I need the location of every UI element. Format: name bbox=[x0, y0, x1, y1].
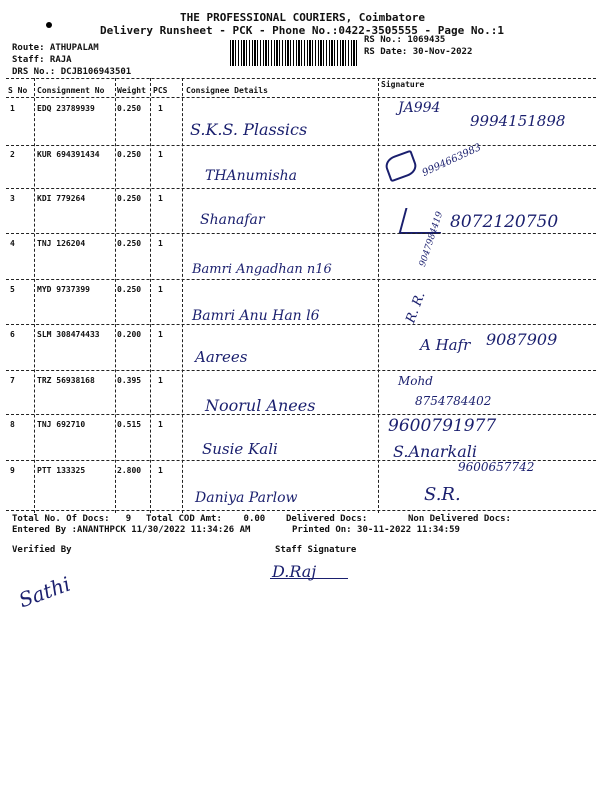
row-consignment: TNJ 126204 bbox=[37, 239, 86, 248]
col-divider-consignee bbox=[378, 78, 379, 513]
staff-signature: D.Raj bbox=[272, 562, 317, 581]
total-cod: Total COD Amt: 0.00 bbox=[146, 514, 266, 524]
entered-by: Entered By :ANANTHPCK 11/30/2022 11:34:26 AM bbox=[12, 525, 251, 535]
row-consignee-handwritten: Daniya Parlow bbox=[195, 490, 298, 506]
row-sno: 6 bbox=[10, 330, 15, 339]
rs-date: RS Date: 30-Nov-2022 bbox=[364, 47, 473, 57]
row-consignee-handwritten: Noorul Anees bbox=[205, 396, 316, 415]
row-sno: 2 bbox=[10, 150, 15, 159]
row-consignee-handwritten: Bamri Anu Han l6 bbox=[192, 308, 320, 324]
row-divider bbox=[6, 370, 596, 371]
col-header-consignment: Consignment No bbox=[37, 86, 105, 95]
row-phone-handwritten: 9994151898 bbox=[470, 112, 566, 130]
delivered-docs: Delivered Docs: bbox=[286, 514, 368, 524]
row-signature-handwritten: Mohd bbox=[398, 374, 433, 388]
row-phone-handwritten: 9600657742 bbox=[458, 460, 535, 474]
total-docs: Total No. Of Docs: 9 bbox=[12, 514, 132, 524]
row-consignment: SLM 308474433 bbox=[37, 330, 100, 339]
row-weight: 0.250 bbox=[117, 285, 142, 294]
row-consignment: TRZ 56938168 bbox=[37, 376, 95, 385]
verified-by-label: Verified By bbox=[12, 545, 72, 555]
row-consignee-handwritten: Susie Kali bbox=[202, 440, 278, 458]
row-divider bbox=[6, 324, 596, 325]
row-divider bbox=[6, 145, 596, 146]
row-weight: 0.250 bbox=[117, 150, 142, 159]
row-signature-handwritten: 9047984419 bbox=[418, 210, 446, 269]
row-divider bbox=[6, 414, 596, 415]
row-pcs: 1 bbox=[158, 285, 163, 294]
row-sno: 3 bbox=[10, 194, 15, 203]
col-header-consignee: Consignee Details bbox=[186, 86, 268, 95]
row-consignee-handwritten: Shanafar bbox=[200, 212, 265, 228]
row-weight: 0.200 bbox=[117, 330, 142, 339]
row-signature-handwritten: S.Anarkali bbox=[393, 442, 477, 461]
row-weight: 0.515 bbox=[117, 420, 142, 429]
row-sno: 7 bbox=[10, 376, 15, 385]
row-signature-handwritten: JA994 bbox=[398, 100, 441, 116]
row-divider bbox=[6, 233, 596, 234]
runsheet-title: Delivery Runsheet - PCK - Phone No.:0422-3505555 - Page No.:1 bbox=[100, 24, 504, 37]
row-divider bbox=[6, 279, 596, 280]
scribble-mark bbox=[383, 150, 419, 183]
row-signature-handwritten: 9994663983 bbox=[420, 142, 483, 179]
non-delivered-docs: Non Delivered Docs: bbox=[408, 514, 511, 524]
row-phone-handwritten: 8754784402 bbox=[415, 394, 492, 408]
row-pcs: 1 bbox=[158, 150, 163, 159]
row-phone-handwritten: 9600791977 bbox=[388, 416, 497, 436]
row-signature-handwritten: R. R. bbox=[403, 289, 429, 326]
row-consignment: TNJ 692710 bbox=[37, 420, 86, 429]
row-pcs: 1 bbox=[158, 466, 163, 475]
col-header-sno: S No bbox=[8, 86, 28, 95]
row-pcs: 1 bbox=[158, 104, 163, 113]
row-consignee-handwritten: THAnumisha bbox=[205, 168, 297, 184]
verified-signature: Sathi bbox=[15, 571, 74, 613]
row-pcs: 1 bbox=[158, 330, 163, 339]
row-weight: 2.800 bbox=[117, 466, 142, 475]
row-pcs: 1 bbox=[158, 239, 163, 248]
company-name: THE PROFESSIONAL COURIERS, Coimbatore bbox=[180, 11, 426, 24]
drs-number: DRS No.: DCJB106943501 bbox=[12, 67, 132, 77]
punch-hole-mark bbox=[46, 22, 52, 28]
row-consignment: EDQ 23789939 bbox=[37, 104, 95, 113]
row-pcs: 1 bbox=[158, 420, 163, 429]
row-weight: 0.250 bbox=[117, 239, 142, 248]
route-label: Route: ATHUPALAM bbox=[12, 43, 99, 53]
staff-signature-underline bbox=[270, 578, 348, 579]
row-pcs: 1 bbox=[158, 194, 163, 203]
row-phone-handwritten: 8072120750 bbox=[450, 212, 559, 232]
col-divider-pcs bbox=[182, 78, 183, 513]
col-header-pcs: PCS bbox=[153, 86, 168, 95]
rs-number: RS No.: 1069435 bbox=[364, 35, 446, 45]
row-consignment: PTT 133325 bbox=[37, 466, 86, 475]
row-sno: 9 bbox=[10, 466, 15, 475]
table-bottom-rule bbox=[6, 510, 596, 511]
row-consignment: KUR 694391434 bbox=[37, 150, 100, 159]
row-sno: 8 bbox=[10, 420, 15, 429]
col-divider-weight bbox=[150, 78, 151, 513]
row-consignment: MYD 9737399 bbox=[37, 285, 90, 294]
table-top-rule bbox=[6, 78, 596, 79]
table-header-rule bbox=[6, 97, 596, 98]
col-header-signature: Signature bbox=[381, 80, 425, 89]
row-sno: 5 bbox=[10, 285, 15, 294]
row-weight: 0.250 bbox=[117, 104, 142, 113]
printed-on: Printed On: 30-11-2022 11:34:59 bbox=[292, 525, 460, 535]
row-consignee-handwritten: Bamri Angadhan n16 bbox=[192, 262, 332, 277]
row-sno: 4 bbox=[10, 239, 15, 248]
row-signature-handwritten: A Hafr bbox=[420, 336, 471, 354]
row-weight: 0.395 bbox=[117, 376, 142, 385]
col-header-weight: Weight bbox=[117, 86, 146, 95]
col-divider-consignment bbox=[115, 78, 116, 513]
row-weight: 0.250 bbox=[117, 194, 142, 203]
row-phone-handwritten: 9087909 bbox=[486, 330, 558, 349]
row-signature-handwritten: S.R. bbox=[424, 484, 461, 505]
row-consignee-handwritten: Aarees bbox=[195, 348, 248, 366]
row-consignee-handwritten: S.K.S. Plassics bbox=[190, 120, 308, 139]
row-divider bbox=[6, 188, 596, 189]
row-sno: 1 bbox=[10, 104, 15, 113]
col-divider-sno bbox=[34, 78, 35, 513]
barcode bbox=[230, 40, 358, 66]
row-consignment: KDI 779264 bbox=[37, 194, 86, 203]
staff-signature-label: Staff Signature bbox=[275, 545, 357, 555]
row-pcs: 1 bbox=[158, 376, 163, 385]
staff-label: Staff: RAJA bbox=[12, 55, 72, 65]
